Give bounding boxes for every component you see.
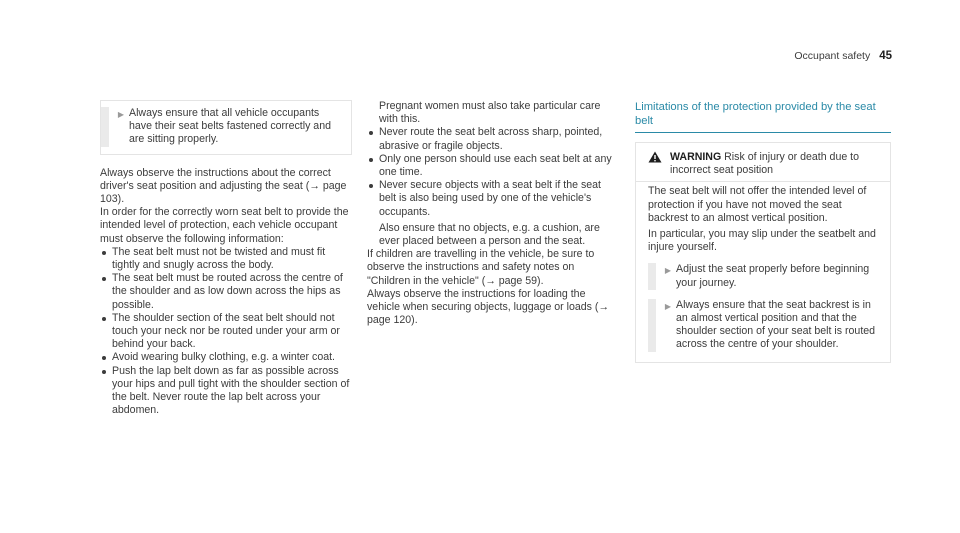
list-item: The seat belt must be routed across the centre of the shoulder and as low down across the hips as possible.	[100, 272, 352, 312]
paragraph: Always observe the instructions about the correct driver's seat position and adjusting the seat (→ page 103).	[100, 166, 347, 206]
warning-label: WARNING	[670, 151, 722, 163]
list-item: The seat belt must not be twisted and must fit tightly and snugly across the body.	[100, 246, 352, 272]
section-title: Occupant safety	[794, 50, 871, 62]
warning-header	[648, 151, 878, 177]
list-item: The shoulder section of the seat belt should not touch your neck nor be routed under your arm or behind your back.	[100, 312, 352, 352]
play-arrow-icon: ▶	[664, 301, 672, 311]
warning-box	[635, 142, 891, 363]
instruction-bar	[101, 107, 109, 147]
list-item: Avoid wearing bulky clothing, e.g. a winter coat.	[100, 351, 352, 364]
column-2	[367, 100, 617, 327]
divider	[636, 181, 890, 182]
list-item: Push the lap belt down as far as possible across your hips and pull tight with the shoulder section of the belt. Never route the lap belt across your abdomen.	[100, 365, 352, 418]
instruction-step	[648, 263, 878, 289]
warning-message: Risk of injury or death due to incorrect seat position	[670, 151, 860, 177]
instruction-bar	[648, 299, 656, 352]
instruction-text: Always ensure that the seat backrest is in an almost vertical position and that the shoulder section of your seat belt is routed across the centre of your shoulder.	[676, 298, 876, 351]
play-arrow-icon: ▶	[117, 110, 125, 119]
bullet-continuation: Pregnant women must also take particular care with this.	[379, 100, 601, 126]
list-item: Never secure objects with a seat belt if the seat belt is also being used by one of the vehicle's occupants.	[367, 179, 617, 219]
paragraph: If children are travelling in the vehicle, be sure to observe the instructions and safety notes on "Children in the vehicle" (→ page 59).	[367, 248, 595, 287]
warning-triangle-icon	[648, 151, 670, 167]
play-arrow-icon: ▶	[664, 266, 672, 276]
list-item: Only one person should use each seat belt at any one time.	[367, 153, 617, 179]
bullet-note: Also ensure that no objects, e.g. a cushion, are ever placed between a person and the seat.	[379, 221, 600, 248]
bullet-list	[100, 246, 352, 418]
section-heading-line: belt	[635, 115, 654, 127]
bullet-list	[367, 126, 617, 218]
instruction-bar	[648, 263, 656, 289]
section-heading	[635, 100, 891, 133]
paragraph: In order for the correctly worn seat belt to provide the intended level of protection, each vehicle occupant must observe the following information:	[100, 206, 349, 245]
list-item: Never route the seat belt across sharp, pointed, abrasive or fragile objects.	[367, 126, 617, 152]
warning-text	[670, 151, 878, 177]
instruction-text: Always ensure that all vehicle occupants have their seat belts fastened correctly and are sitting properly.	[129, 107, 331, 146]
page-number: 45	[879, 50, 892, 62]
instruction-box	[100, 100, 352, 155]
paragraph: The seat belt will not offer the intended level of protection if you have not moved the seat backrest to an almost vertical position.	[648, 185, 867, 224]
page-header	[794, 50, 892, 63]
column-3	[635, 100, 891, 363]
paragraph: Always observe the instructions for loading the vehicle when securing objects, luggage or loads (→ page 120).	[367, 287, 610, 327]
instruction-text: Adjust the seat properly before beginning your journey.	[676, 263, 870, 289]
paragraph: In particular, you may slip under the seatbelt and injure yourself.	[648, 228, 876, 254]
section-heading-line: Limitations of the protection provided by the seat	[635, 101, 876, 113]
column-1	[100, 100, 352, 417]
instruction-step	[648, 299, 878, 352]
